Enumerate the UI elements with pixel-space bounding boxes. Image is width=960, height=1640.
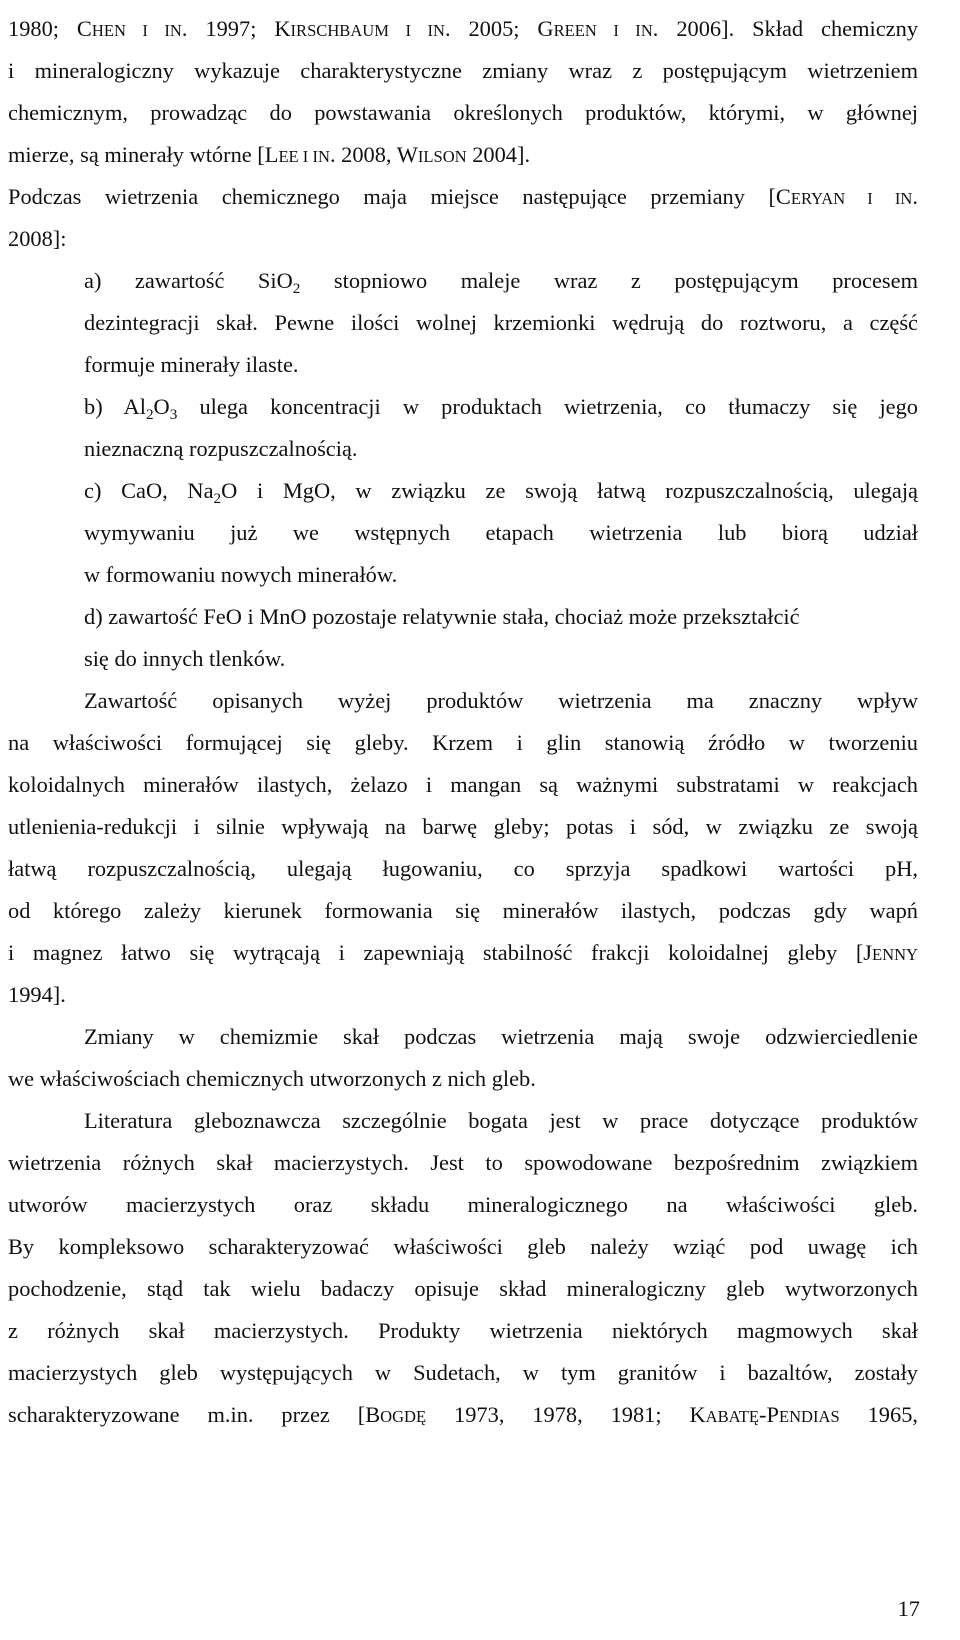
text-line: [8, 816, 918, 838]
text-line: [84, 606, 800, 628]
text-line: [8, 228, 66, 250]
text-line: [8, 900, 918, 922]
text-line: [8, 1404, 918, 1426]
text-segment: 2008]:: [8, 226, 67, 251]
text-segment: nieznaczną rozpuszczalnością.: [84, 436, 358, 461]
text-segment: wietrzenia różnych skał macierzystych. Jest to spowodowane bezpośrednim związkiem: [8, 1150, 918, 1175]
text-segment: od którego zależy kierunek formowania się minerałów ilastych, podczas gdy wapń: [8, 898, 918, 923]
small-caps-text: IRSCHBAUM I IN: [290, 21, 445, 40]
text-line: [84, 522, 918, 544]
text-segment: w formowaniu nowych minerałów.: [84, 562, 398, 587]
text-segment: . 1997; K: [181, 16, 291, 41]
text-line: [8, 1194, 918, 1216]
page-number: 17: [897, 1596, 920, 1621]
text-line: [8, 18, 918, 40]
text-line: [84, 394, 918, 423]
small-caps-text: ENNY: [872, 945, 918, 964]
small-caps-text: REEN I IN: [553, 21, 653, 40]
text-segment: O i MgO, w związku ze swoją łatwą rozpuszczalnością, ulegają: [221, 478, 918, 503]
text-line: [84, 438, 358, 460]
text-line: [8, 186, 918, 208]
text-segment: scharakteryzowane m.in. przez [B: [8, 1402, 381, 1427]
text-segment: 1973, 1978, 1981; K: [426, 1402, 706, 1427]
text-line: [8, 1362, 918, 1384]
text-segment: formuje minerały ilaste.: [84, 352, 299, 377]
text-line: [84, 312, 918, 334]
text-line: [84, 564, 397, 586]
text-line: [8, 1068, 536, 1090]
small-caps-text: EE I IN: [278, 147, 330, 166]
text-line: [84, 268, 918, 297]
small-caps-text: HEN I IN: [91, 21, 182, 40]
text-segment: . 2008, W: [329, 142, 418, 167]
small-caps-text: ERYAN I IN: [790, 189, 913, 208]
text-line: [84, 478, 918, 507]
text-line: [8, 984, 66, 1006]
text-line: [8, 774, 918, 796]
text-segment: utlenienia-redukcji i silnie wpływają na barwę gleby; potas i sód, w związku ze swoją: [8, 814, 918, 839]
text-segment: -P: [759, 1402, 779, 1427]
text-segment: na właściwości formującej się gleby. Krzem i glin stanowią źródło w tworzeniu: [8, 730, 918, 755]
small-caps-text: ENDIAS: [778, 1407, 840, 1426]
text-segment: Podczas wietrzenia chemicznego maja miejsce następujące przemiany [C: [8, 184, 791, 209]
text-line: [8, 1152, 918, 1174]
text-line: [84, 648, 285, 670]
text-line: [8, 858, 918, 880]
text-segment: wymywaniu już we wstępnych etapach wietrzenia lub biorą udział: [84, 520, 918, 545]
text-segment: 2004].: [466, 142, 531, 167]
text-segment: dezintegracji skał. Pewne ilości wolnej krzemionki wędrują do roztworu, a część: [84, 310, 918, 335]
text-segment: Zawartość opisanych wyżej produktów wietrzenia ma znaczny wpływ: [84, 688, 918, 713]
subscript: 2: [145, 405, 154, 423]
text-segment: z różnych skał macierzystych. Produkty wietrzenia niektórych magmowych skał: [8, 1318, 918, 1343]
text-segment: i magnez łatwo się wytrącają i zapewniają stabilność frakcji koloidalnej gleby [J: [8, 940, 872, 965]
text-segment: 1980; C: [8, 16, 92, 41]
text-segment: stopniowo maleje wraz z postępującym procesem: [300, 268, 918, 293]
text-line: [8, 732, 918, 754]
text-line: [8, 1278, 918, 1300]
text-line: [84, 354, 299, 376]
small-caps-text: ILSON: [417, 147, 467, 166]
text-segment: b) Al: [84, 394, 146, 419]
text-segment: pochodzenie, stąd tak wielu badaczy opisuje skład mineralogiczny gleb wytworzonych: [8, 1276, 918, 1301]
text-segment: 1994].: [8, 982, 66, 1007]
text-segment: . 2006]. Skład chemiczny: [652, 16, 919, 41]
text-line: [8, 942, 918, 964]
subscript: 2: [213, 489, 222, 507]
text-segment: Zmiany w chemizmie skał podczas wietrzenia mają swoje odzwierciedlenie: [84, 1024, 918, 1049]
text-segment: ulega koncentracji w produktach wietrzenia, co tłumaczy się jego: [177, 394, 918, 419]
text-segment: łatwą rozpuszczalnością, ulegają ługowaniu, co sprzyja spadkowi wartości pH,: [8, 856, 918, 881]
text-segment: . 2005; G: [444, 16, 554, 41]
text-line: [8, 144, 530, 166]
text-segment: d) zawartość FeO i MnO pozostaje relatywnie stała, chociaż może przekształcić: [84, 604, 800, 629]
text-segment: .: [912, 184, 918, 209]
text-segment: i mineralogiczny wykazuje charakterystyczne zmiany wraz z postępującym wietrzeniem: [8, 58, 918, 83]
text-segment: we właściwościach chemicznych utworzonych z nich gleb.: [8, 1066, 536, 1091]
text-line: [8, 1236, 918, 1258]
text-segment: 1965,: [839, 1402, 918, 1427]
text-line: [84, 690, 918, 712]
small-caps-text: OGDĘ: [380, 1407, 427, 1426]
text-segment: macierzystych gleb występujących w Sudetach, w tym granitów i bazaltów, zostały: [8, 1360, 918, 1385]
text-line: [8, 1320, 918, 1342]
text-segment: utworów macierzystych oraz składu mineralogicznego na właściwości gleb.: [8, 1192, 918, 1217]
small-caps-text: ABATĘ: [705, 1407, 760, 1426]
text-line: [8, 102, 918, 124]
text-segment: mierze, są minerały wtórne [L: [8, 142, 279, 167]
text-line: [84, 1110, 918, 1132]
text-segment: Literatura gleboznawcza szczególnie bogata jest w prace dotyczące produktów: [84, 1108, 918, 1133]
text-segment: koloidalnych minerałów ilastych, żelazo i mangan są ważnymi substratami w reakcjach: [8, 772, 918, 797]
text-line: [8, 60, 918, 82]
text-segment: By kompleksowo scharakteryzować właściwości gleb należy wziąć pod uwagę ich: [8, 1234, 918, 1259]
text-line: [84, 1026, 918, 1048]
text-segment: chemicznym, prowadząc do powstawania określonych produktów, którymi, w głównej: [8, 100, 918, 125]
text-segment: się do innych tlenków.: [84, 646, 286, 671]
text-segment: c) CaO, Na: [84, 478, 214, 503]
subscript: 3: [169, 405, 178, 423]
text-segment: O: [153, 394, 170, 419]
subscript: 2: [292, 279, 301, 297]
text-segment: a) zawartość SiO: [84, 268, 293, 293]
